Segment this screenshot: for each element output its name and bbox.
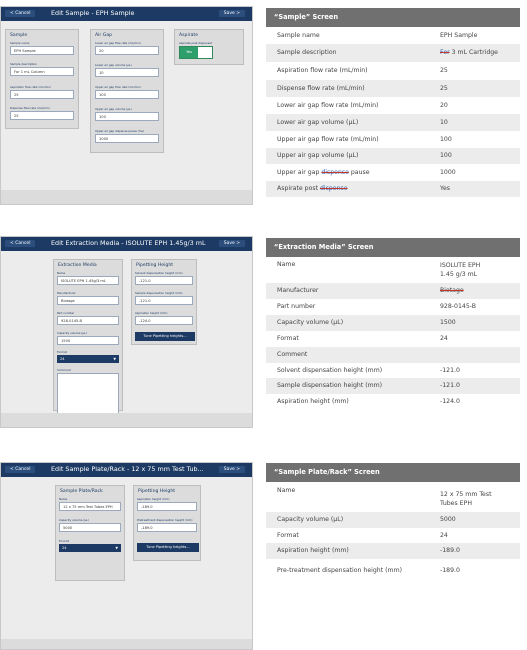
sample-screen xyxy=(0,6,253,205)
value-line: 1.45 g/3 mL xyxy=(440,271,478,278)
aspirate-toggle[interactable] xyxy=(179,46,213,59)
table-row xyxy=(266,378,520,394)
field-label: Part number xyxy=(57,311,75,315)
value-line: Tubes EPH xyxy=(440,500,472,507)
row-key: Capacity volume (µL) xyxy=(277,319,344,326)
field-label: Aspiration height (mm) xyxy=(135,311,168,315)
row-key: Solvent dispensation height (mm) xyxy=(277,367,383,374)
table-row xyxy=(266,363,520,378)
row-key: Comment xyxy=(277,351,308,358)
pipetting-height-panel xyxy=(131,259,197,345)
row-key: Lower air gap flow rate (mL/min) xyxy=(277,102,379,109)
panel-title: Sample Plate/Rack xyxy=(60,489,103,494)
field-label: Aspirate post dispense? xyxy=(179,41,213,45)
row-value: 100 xyxy=(440,152,452,159)
row-key: Upper air gap flow rate (mL/min) xyxy=(277,136,379,143)
table-row xyxy=(266,299,520,315)
sample-height-field[interactable] xyxy=(135,291,193,305)
solvent-height-field[interactable] xyxy=(135,271,193,285)
row-key xyxy=(277,164,370,181)
field-label: Name xyxy=(59,497,68,501)
format-field[interactable] xyxy=(57,350,119,363)
table-row xyxy=(266,512,520,528)
sample-plate-screen xyxy=(0,462,253,650)
top-bar xyxy=(1,7,252,21)
lower-gap-flow-field[interactable] xyxy=(95,41,159,55)
row-key: Name xyxy=(277,261,296,268)
row-key: Format xyxy=(277,532,299,539)
table-row xyxy=(266,164,520,181)
plate-aspiration-height-input[interactable]: -189.0 xyxy=(137,502,197,511)
dispense-flow-field[interactable] xyxy=(10,106,74,120)
key-text: pause xyxy=(348,169,370,176)
extraction-media-table xyxy=(266,238,520,410)
chevron-down-icon: ▼ xyxy=(115,546,118,550)
table-header: “Sample Plate/Rack” Screen xyxy=(266,463,520,482)
page-title: Edit Sample - EPH Sample xyxy=(51,9,135,17)
table-row xyxy=(266,528,520,543)
upper-gap-flow-input[interactable]: 100 xyxy=(95,90,159,99)
table-row xyxy=(266,114,520,131)
row-key: Format xyxy=(277,335,299,342)
tune-pipetting-button[interactable]: Tune Pipetting heights... xyxy=(137,543,199,552)
table-row xyxy=(266,27,520,44)
manufacturer-field[interactable] xyxy=(57,291,119,305)
capacity-volume-field[interactable] xyxy=(57,331,119,345)
row-key: Part number xyxy=(277,303,316,310)
value-line: ISOLUTE EPH xyxy=(440,262,481,269)
field-label: Upper air gap flow rate (mL/min) xyxy=(95,85,141,89)
field-label: Capacity volume (µL) xyxy=(57,331,87,335)
sample-panel xyxy=(5,29,79,129)
extraction-media-panel xyxy=(53,259,123,411)
value-line: 12 x 75 mm Test xyxy=(440,491,492,498)
row-value: -189.0 xyxy=(440,567,460,574)
row-value: 5000 xyxy=(440,516,456,523)
field-label: Sample description xyxy=(10,62,37,66)
plate-aspiration-height-field[interactable] xyxy=(137,497,197,511)
upper-gap-pause-field[interactable] xyxy=(95,129,159,143)
dispense-flow-input[interactable]: 25 xyxy=(10,111,74,120)
cancel-button[interactable]: < Cancel xyxy=(5,240,35,247)
sample-description-input[interactable]: For 1 mL Column xyxy=(10,67,74,76)
sample-plate-panel xyxy=(55,485,125,581)
pretreatment-height-input[interactable]: -189.0 xyxy=(137,523,197,532)
field-label: Lower air gap flow rate (mL/min) xyxy=(95,41,141,45)
panel-title: Extraction Media xyxy=(58,263,97,268)
aspirate-post-dispense-field[interactable] xyxy=(179,41,239,59)
row-key: Aspiration height (mm) xyxy=(277,547,349,554)
row-value xyxy=(440,261,480,279)
panel-title: Pipetting Height xyxy=(136,263,174,268)
row-value: -121.0 xyxy=(440,382,460,389)
table-row xyxy=(266,80,520,97)
cancel-button[interactable]: < Cancel xyxy=(5,466,35,473)
plate-format-field[interactable] xyxy=(59,539,121,552)
top-bar xyxy=(1,463,252,477)
table-row xyxy=(266,347,520,363)
aspiration-flow-input[interactable]: 25 xyxy=(10,90,74,99)
upper-gap-pause-input[interactable]: 1000 xyxy=(95,134,159,143)
sample-description-field[interactable] xyxy=(10,62,74,76)
comment-textarea[interactable] xyxy=(57,373,119,415)
plate-capacity-input[interactable]: 5000 xyxy=(59,523,121,532)
pipetting-height-panel xyxy=(133,485,201,561)
save-button[interactable]: Save > xyxy=(219,466,245,473)
row-value: 1000 xyxy=(440,169,456,176)
row-key: Manufacturer xyxy=(277,287,319,294)
aspiration-flow-field[interactable] xyxy=(10,85,74,99)
bottom-bar xyxy=(1,639,252,649)
row-key: Name xyxy=(277,487,296,494)
table-row xyxy=(266,97,520,114)
field-label: Capacity volume (µL) xyxy=(59,518,89,522)
format-value: 24 xyxy=(62,546,67,550)
struck-text: dispense xyxy=(319,185,348,192)
field-label: Sample dispensation height (mm) xyxy=(135,291,183,295)
sample-height-input[interactable]: -121.0 xyxy=(135,296,193,305)
solvent-height-input[interactable]: -121.0 xyxy=(135,276,193,285)
part-number-field[interactable] xyxy=(57,311,119,325)
save-button[interactable]: Save > xyxy=(219,10,245,17)
row-value: 100 xyxy=(440,136,452,143)
aspiration-height-input[interactable]: -124.0 xyxy=(135,316,193,325)
table-row xyxy=(266,131,520,148)
row-value: 20 xyxy=(440,102,448,109)
row-value: 24 xyxy=(440,532,448,539)
lower-gap-volume-input[interactable]: 10 xyxy=(95,68,159,77)
row-key: Dispense flow rate (mL/min) xyxy=(277,85,365,92)
struck-text: For xyxy=(440,49,450,56)
table-header: “Sample” Screen xyxy=(266,8,520,27)
media-name-input[interactable]: ISOLUTE EPH 1.45g/3 mL xyxy=(57,276,119,285)
sample-name-input[interactable]: EPH Sample xyxy=(10,46,74,55)
field-label: Lower air gap volume (µL) xyxy=(95,63,132,67)
row-key: Sample name xyxy=(277,32,320,39)
table-row xyxy=(266,257,520,283)
struck-text: Biotage xyxy=(440,287,464,294)
row-key: Upper air gap volume (µL) xyxy=(277,152,359,159)
field-label: Name xyxy=(57,271,66,275)
save-button[interactable]: Save > xyxy=(219,240,245,247)
pretreatment-height-field[interactable] xyxy=(137,518,197,532)
sample-name-field[interactable] xyxy=(10,41,74,55)
air-gap-panel xyxy=(90,29,164,153)
comment-field[interactable] xyxy=(57,368,119,415)
field-label: Manufacturer xyxy=(57,291,76,295)
sample-screen-table xyxy=(266,8,520,197)
row-value: 25 xyxy=(440,67,448,74)
cancel-button[interactable]: < Cancel xyxy=(5,10,35,17)
part-number-input[interactable]: 928-0145-B xyxy=(57,316,119,325)
field-label: Upper air gap dispense pause (ms) xyxy=(95,129,145,133)
row-value: 25 xyxy=(440,85,448,92)
plate-name-field[interactable] xyxy=(59,497,121,511)
row-key: Capacity volume (µL) xyxy=(277,516,344,523)
panel-title: Pipetting Height xyxy=(138,489,176,494)
sample-plate-table xyxy=(266,463,520,583)
field-label: Solvent dispensation height (mm) xyxy=(135,271,183,275)
format-value: 24 xyxy=(60,357,65,361)
value-text: 3 mL Cartridge xyxy=(449,49,498,56)
aspirate-panel xyxy=(174,29,244,65)
field-label: Format xyxy=(57,350,67,354)
upper-gap-volume-field[interactable] xyxy=(95,107,159,121)
table-row xyxy=(266,559,520,583)
row-key: Pre-treatment dispensation height (mm) xyxy=(277,567,403,574)
row-value: 928-0145-B xyxy=(440,303,477,310)
field-label: Aspiration height (mm) xyxy=(137,497,170,501)
row-value: 24 xyxy=(440,335,448,342)
row-key: Lower air gap volume (µL) xyxy=(277,119,359,126)
table-header: “Extraction Media” Screen xyxy=(266,238,520,257)
row-value xyxy=(440,44,498,62)
key-text: Aspirate post xyxy=(277,185,320,192)
row-value: EPH Sample xyxy=(440,32,478,39)
row-key: Sample dispensation height (mm) xyxy=(277,382,383,389)
toggle-yes: Yes xyxy=(180,47,198,58)
capacity-volume-input[interactable]: 1500 xyxy=(57,336,119,345)
struck-text: dispense xyxy=(321,169,349,176)
chevron-down-icon: ▼ xyxy=(113,357,116,361)
media-name-field[interactable] xyxy=(57,271,119,285)
top-bar xyxy=(1,237,252,251)
upper-gap-volume-input[interactable]: 100 xyxy=(95,112,159,121)
table-row xyxy=(266,283,520,299)
table-row xyxy=(266,315,520,331)
table-row xyxy=(266,148,520,164)
lower-gap-flow-input[interactable]: 20 xyxy=(95,46,159,55)
plate-capacity-field[interactable] xyxy=(59,518,121,532)
field-label: Comment xyxy=(57,368,71,372)
row-key xyxy=(277,181,348,197)
row-key: Aspiration flow rate (mL/min) xyxy=(277,67,368,74)
row-value: 1500 xyxy=(440,319,456,326)
format-select[interactable] xyxy=(57,355,119,363)
table-row xyxy=(266,543,520,559)
table-row xyxy=(266,181,520,197)
page-title: Edit Extraction Media - ISOLUTE EPH 1.45g/3 mL xyxy=(51,239,206,247)
panel-title: Air Gap xyxy=(95,33,113,38)
key-text: Upper air gap xyxy=(277,169,322,176)
row-key: Aspiration height (mm) xyxy=(277,398,349,405)
format-select[interactable] xyxy=(59,544,121,552)
upper-gap-flow-field[interactable] xyxy=(95,85,159,99)
table-row xyxy=(266,44,520,62)
panel-title: Aspirate xyxy=(179,33,199,38)
table-row xyxy=(266,62,520,80)
table-row xyxy=(266,331,520,347)
page-title: Edit Sample Plate/Rack - 12 x 75 mm Test Tub... xyxy=(51,465,204,473)
field-label: Format xyxy=(59,539,69,543)
row-value: -189.0 xyxy=(440,547,460,554)
extraction-media-screen xyxy=(0,236,253,428)
row-value: Yes xyxy=(440,185,450,192)
bottom-bar xyxy=(1,413,252,427)
tune-pipetting-button[interactable]: Tune Pipetting heights... xyxy=(135,332,195,341)
row-key: Sample description xyxy=(277,49,337,56)
lower-gap-volume-field[interactable] xyxy=(95,63,159,77)
field-label: Dispense flow rate (mL/min) xyxy=(10,106,50,110)
plate-name-input[interactable]: 12 x 75 mm Test Tubes EPH xyxy=(59,502,121,511)
table-row xyxy=(266,482,520,512)
field-label: Upper air gap volume (µL) xyxy=(95,107,132,111)
row-value xyxy=(440,490,492,508)
aspiration-height-field[interactable] xyxy=(135,311,193,325)
row-value: -121.0 xyxy=(440,367,460,374)
bottom-bar xyxy=(1,190,252,204)
panel-title: Sample xyxy=(10,33,28,38)
field-label: Aspiration flow rate (mL/min) xyxy=(10,85,51,89)
row-value xyxy=(440,283,464,299)
manufacturer-input[interactable]: Biotage xyxy=(57,296,119,305)
field-label: Pretreatment dispensation height (mm) xyxy=(137,518,193,522)
table-row xyxy=(266,394,520,410)
row-value: -124.0 xyxy=(440,398,460,405)
field-label: Sample name xyxy=(10,41,30,45)
row-value: 10 xyxy=(440,119,448,126)
